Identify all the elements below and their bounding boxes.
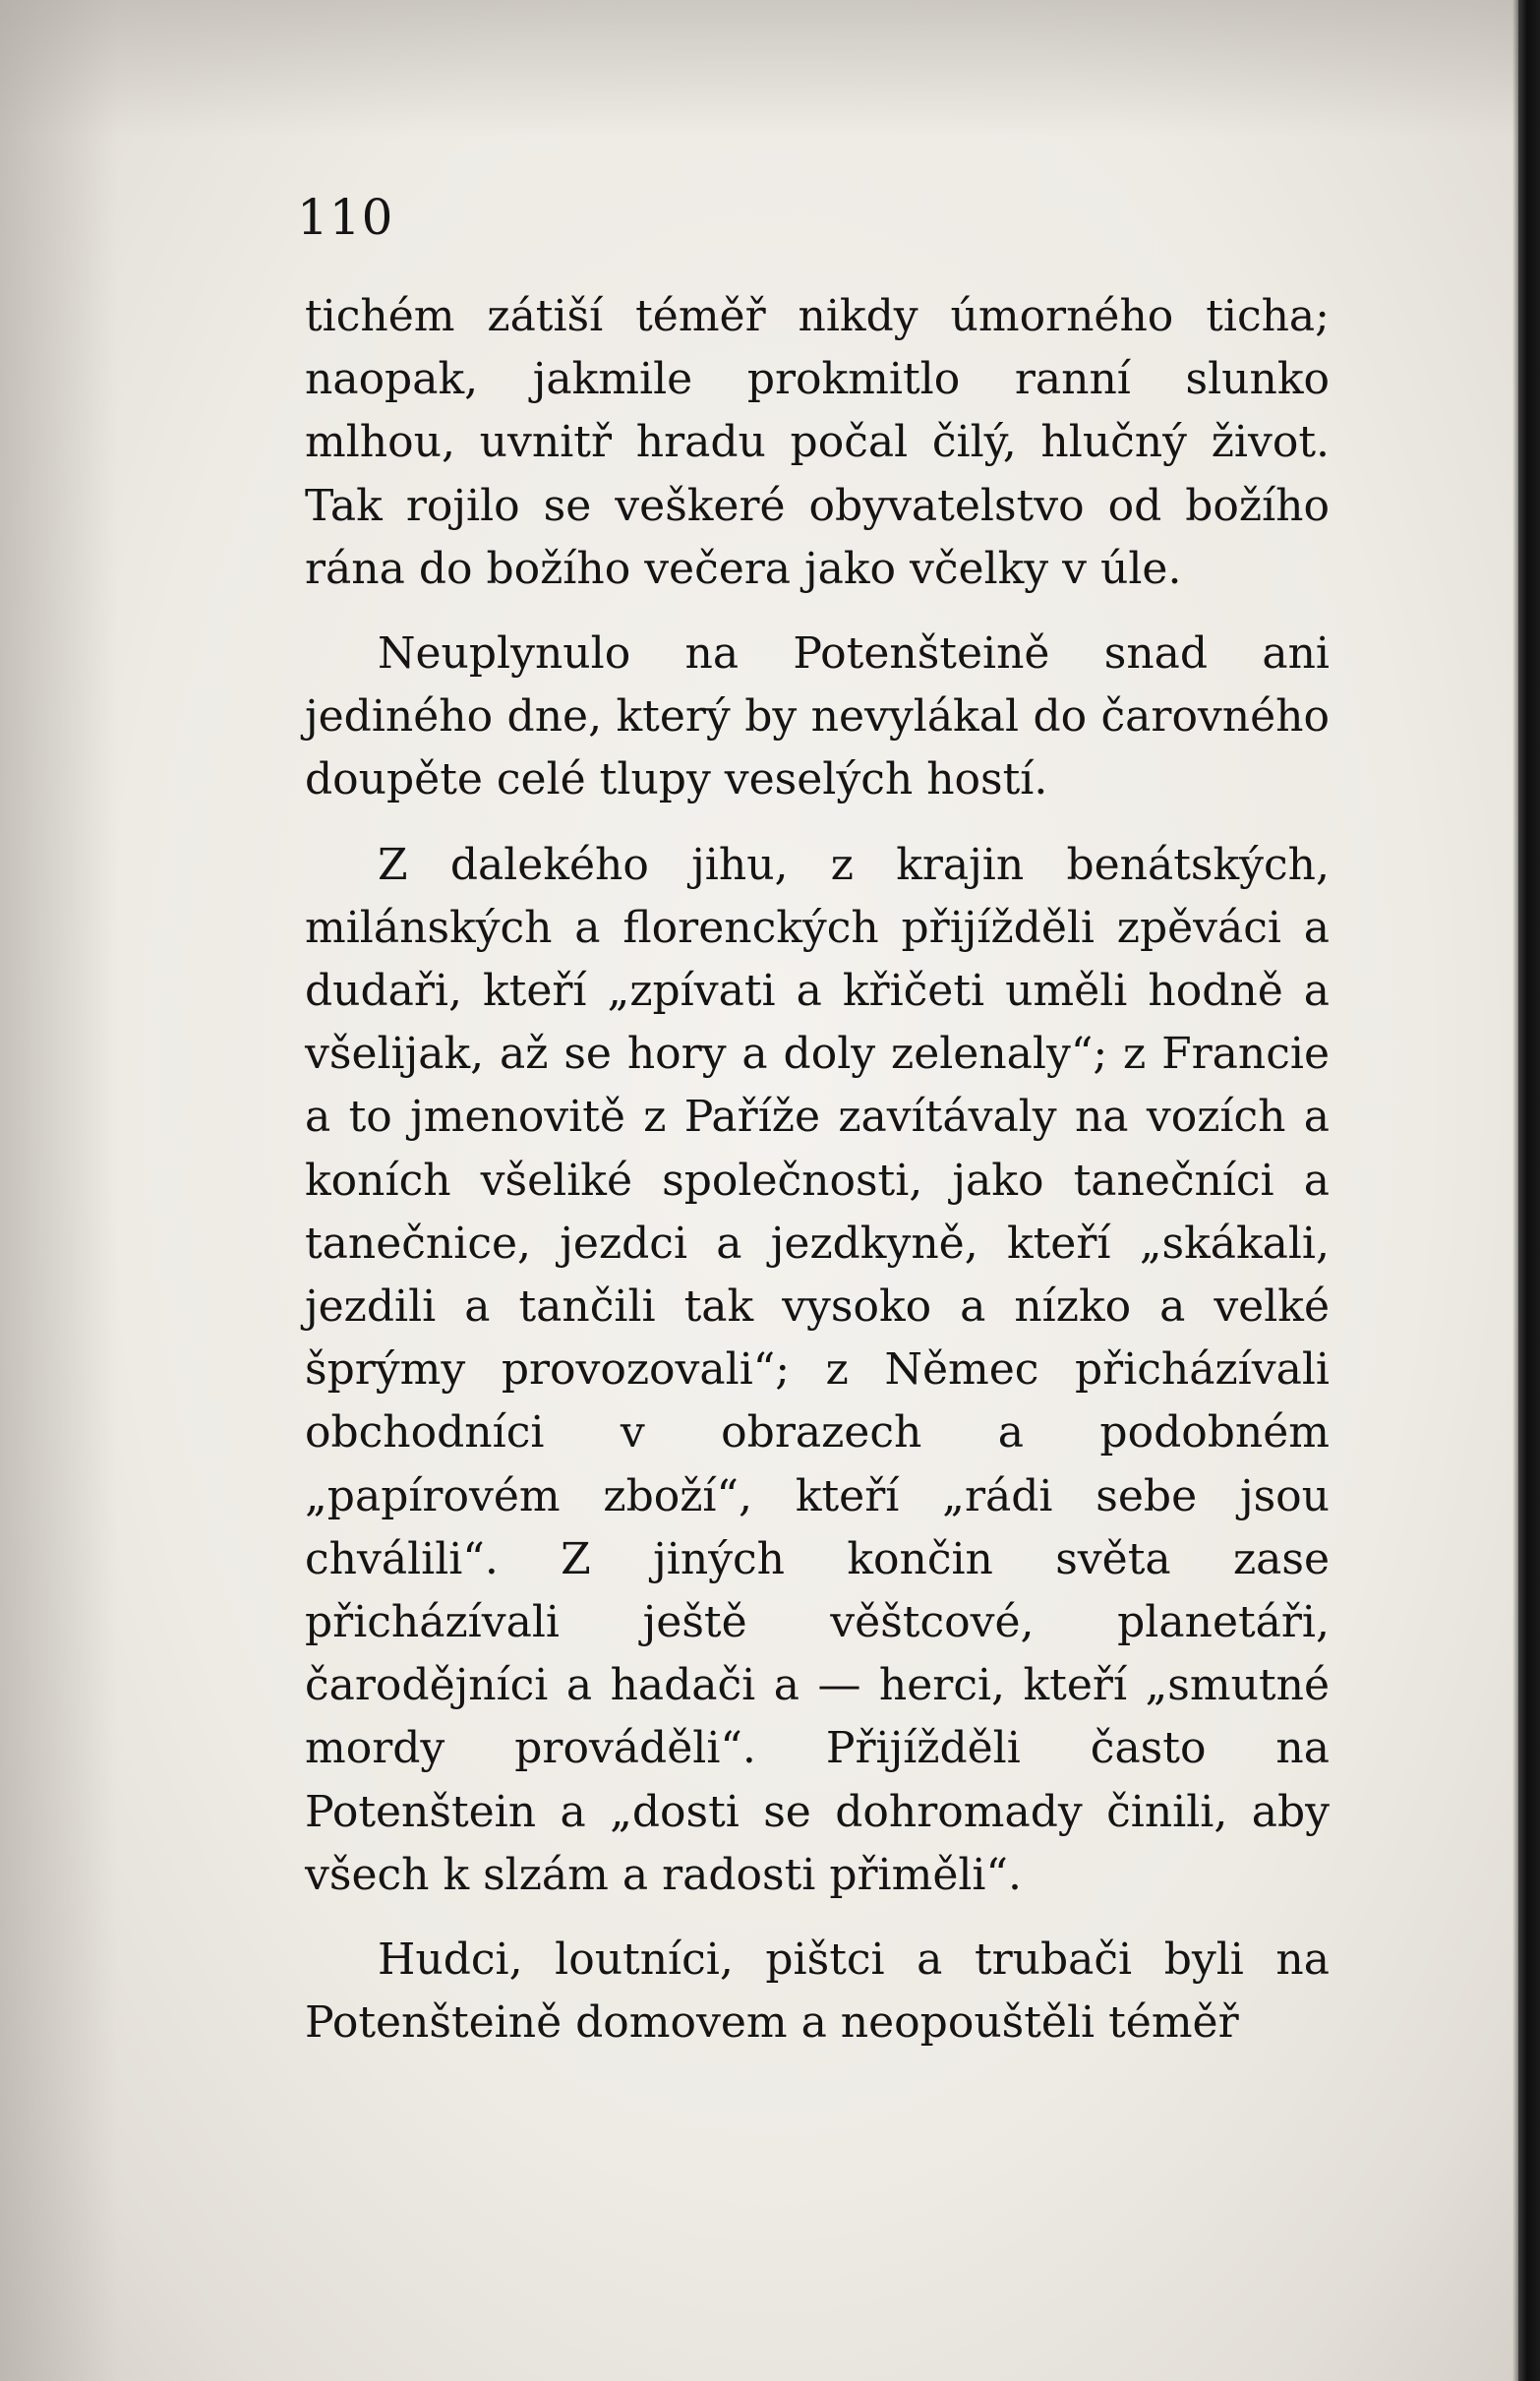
page-number: 110 xyxy=(297,189,394,246)
book-spine-edge xyxy=(1518,0,1540,2381)
page-shadow-top xyxy=(0,0,1540,138)
paragraph: Z dalekého jihu, z krajin benátských, milánských a florenckých přijížděli zpěváci a dudaři, kteří „zpívati a křičeti uměli hodně a všelijak, až se hory a doly zelenaly“; z Francie a to jmenovitě z Paříže zavítávaly na vozích a koních všeliké společnosti, jako tanečníci a tanečnice, jezdci a jezdkyně, kteří „skákali, jezdili a tančili tak vysoko a nízko a velké šprýmy provozovali“; z Němec přicházívali obchodníci v obrazech a podobném „papírovém zboží“, kteří „rádi sebe jsou chválili“. Z jiných končin světa zase přicházívali ještě věštcové, planetáři, čarodějníci a hadači a — herci, kteří „smutné mordy prováděli“. Přijížděli často na Potenštein a „dosti se dohromady činili, aby všech k slzám a radosti přiměli“. xyxy=(305,839,1330,1900)
paragraph: Hudci, loutníci, pištci a trubači byli na Potenšteině domovem a neopouštěli téměř xyxy=(305,1935,1330,2049)
page-body-text xyxy=(305,285,1330,2054)
paragraph-continued: tichém zátiší téměř nikdy úmorného ticha; naopak, jakmile prokmitlo ranní slunko mlhou, uvnitř hradu počal čilý, hlučný život. Tak rojilo se veškeré obyvatelstvo od božího rána do božího večera jako včelky v úle. xyxy=(305,291,1330,594)
paragraph: Neuplynulo na Potenšteině snad ani jediného dne, který by nevylákal do čarovného doupěte celé tlupy veselých hostí. xyxy=(305,628,1330,805)
page-shadow-left xyxy=(0,0,118,2381)
